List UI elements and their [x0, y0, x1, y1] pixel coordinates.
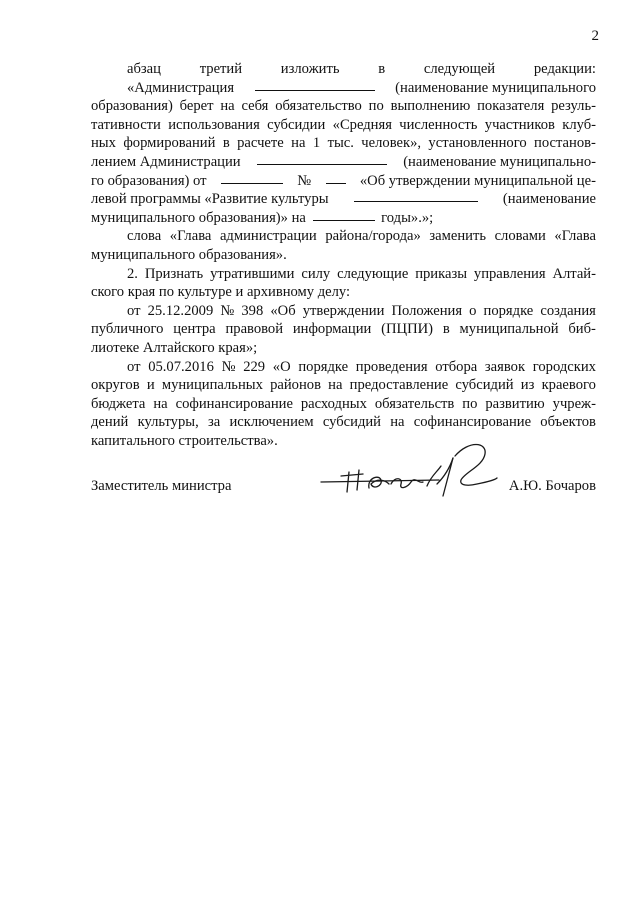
word: на — [390, 414, 405, 431]
word: от — [127, 358, 141, 375]
word: редакции: — [533, 61, 596, 77]
word: из — [520, 377, 535, 394]
word: исключением — [229, 414, 314, 431]
word: в — [442, 321, 450, 338]
word: утратившими — [210, 265, 295, 282]
word: установленного — [428, 135, 527, 152]
word: субсидий — [455, 377, 514, 394]
word: информации — [292, 321, 372, 338]
word: по — [368, 98, 384, 115]
word: следующей — [423, 61, 496, 77]
word: развитию — [485, 395, 545, 412]
word: 398 — [241, 302, 264, 319]
text-line — [91, 395, 596, 414]
signature-block — [91, 470, 596, 510]
word: обязательство — [275, 98, 362, 115]
document-body — [91, 60, 596, 450]
word: на — [291, 135, 306, 152]
word: «Средняя — [332, 116, 392, 133]
text-line — [91, 246, 596, 265]
text-line — [91, 79, 596, 98]
word: создания — [540, 302, 596, 319]
word: расчете — [237, 135, 284, 152]
word: администрации — [219, 228, 317, 245]
word: биб- — [568, 321, 596, 338]
text-run: «Об утверждении муниципальной це- — [356, 172, 596, 189]
word: отбора — [435, 358, 478, 375]
word: на — [153, 395, 168, 412]
word: на — [220, 98, 235, 115]
word: от — [127, 302, 141, 319]
text-line — [91, 116, 596, 135]
word: показателя — [477, 98, 545, 115]
word: заявок — [484, 358, 526, 375]
word: «Об — [270, 302, 296, 319]
word: силу — [301, 265, 331, 282]
word: слова — [127, 228, 162, 245]
word: словами — [494, 228, 546, 245]
text-line — [91, 97, 596, 116]
fill-in-blank — [354, 188, 478, 202]
text-line — [91, 209, 596, 228]
word: 1 — [312, 135, 321, 152]
word: бюджета — [91, 395, 146, 412]
word: в — [222, 135, 230, 152]
word: управления — [473, 265, 546, 282]
word: субсидии — [267, 116, 326, 133]
word: и — [146, 377, 155, 394]
word: дений — [91, 414, 129, 431]
word: берет — [179, 98, 214, 115]
word: участников — [484, 116, 555, 133]
text-run: муниципального образования». — [91, 246, 287, 263]
text-run: го образования) от — [91, 172, 211, 189]
text-run: лиотеке Алтайского края»; — [91, 339, 258, 356]
word: образования) — [91, 98, 173, 115]
word: 25.12.2009 — [147, 302, 214, 319]
word: 2. — [127, 265, 138, 282]
page-number: 2 — [591, 28, 599, 44]
word: округов — [91, 377, 140, 394]
word: центра — [173, 321, 216, 338]
word: учреж- — [552, 395, 596, 412]
text-line — [91, 265, 596, 284]
word: проведения — [355, 358, 428, 375]
word: «Глава — [169, 228, 212, 245]
word: заменить — [429, 228, 486, 245]
word: порядке — [298, 358, 349, 375]
fill-in-blank — [326, 170, 346, 184]
word: муниципальных — [161, 377, 263, 394]
signatory-name: А.Ю. Бочаров — [508, 478, 596, 494]
text-line — [91, 413, 596, 432]
word: объектов — [540, 414, 596, 431]
word: Положения — [391, 302, 463, 319]
word: абзац — [127, 61, 161, 77]
word: 05.07.2016 — [148, 358, 214, 375]
word: «О — [272, 358, 291, 375]
text-run: левой программы «Развитие культуры — [91, 191, 333, 208]
word: предоставление — [349, 377, 449, 394]
text-line — [91, 283, 596, 302]
word: ных — [91, 135, 116, 152]
word: себя — [241, 98, 269, 115]
word: культуры, — [137, 414, 199, 431]
word: резуль- — [551, 98, 596, 115]
word: формирований — [123, 135, 216, 152]
word: за — [207, 414, 221, 431]
text-line — [91, 376, 596, 395]
word: Алтай- — [552, 265, 596, 282]
word: правовой — [225, 321, 284, 338]
text-line — [91, 227, 596, 246]
text-run: муниципального образования)» на — [91, 209, 310, 226]
fill-in-blank — [313, 207, 375, 221]
word: краевого — [541, 377, 596, 394]
word: в — [378, 61, 386, 77]
text-run: капитального строительства». — [91, 432, 278, 449]
word: приказы — [415, 265, 468, 282]
text-line — [91, 339, 596, 358]
word: тативности — [91, 116, 161, 133]
fill-in-blank — [257, 151, 387, 165]
text-line — [91, 172, 596, 191]
word: расходных — [300, 395, 367, 412]
word: софинансирование — [413, 414, 532, 431]
handwritten-signature — [319, 436, 499, 500]
word: о — [469, 302, 477, 319]
word: «Глава — [554, 228, 596, 245]
text-run: (наименование муниципального — [391, 79, 596, 96]
word: выполнению — [390, 98, 471, 115]
word: публичного — [91, 321, 164, 338]
text-line — [91, 302, 596, 321]
word: постанов- — [534, 135, 596, 152]
text-line — [91, 320, 596, 339]
word: района/города» — [325, 228, 421, 245]
word: порядке — [483, 302, 534, 319]
word: по — [462, 395, 478, 412]
word: субсидий — [322, 414, 381, 431]
word: на — [328, 377, 343, 394]
word: человек», — [361, 135, 422, 152]
word: численность — [399, 116, 478, 133]
text-run: (наименование — [499, 191, 596, 208]
word: третий — [199, 61, 243, 77]
word: районов — [270, 377, 321, 394]
text-run: годы».»; — [377, 209, 434, 226]
word: городских — [532, 358, 596, 375]
word: Признать — [144, 265, 204, 282]
word: № — [221, 358, 236, 375]
word: муниципальной — [459, 321, 559, 338]
word: 229 — [243, 358, 266, 375]
text-run: лением Администрации — [91, 153, 245, 170]
word: тыс. — [327, 135, 354, 152]
text-run: ского края по культуре и архивному делу: — [91, 284, 351, 301]
fill-in-blank — [255, 77, 375, 91]
text-run: «Администрация — [127, 79, 238, 96]
word: № — [220, 302, 235, 319]
word: (ПЦПИ) — [381, 321, 434, 338]
fill-in-blank — [221, 170, 283, 184]
word: софинансирование — [175, 395, 293, 412]
text-line — [91, 358, 596, 377]
text-run: № — [293, 172, 315, 189]
word: обязательств — [374, 395, 455, 412]
word: клуб- — [562, 116, 596, 133]
word: изложить — [280, 61, 340, 77]
text-run: (наименование муниципально- — [399, 153, 596, 170]
word: утверждении — [302, 302, 385, 319]
signatory-title: Заместитель министра — [91, 478, 232, 494]
word: использования — [168, 116, 260, 133]
word: следующие — [337, 265, 409, 282]
